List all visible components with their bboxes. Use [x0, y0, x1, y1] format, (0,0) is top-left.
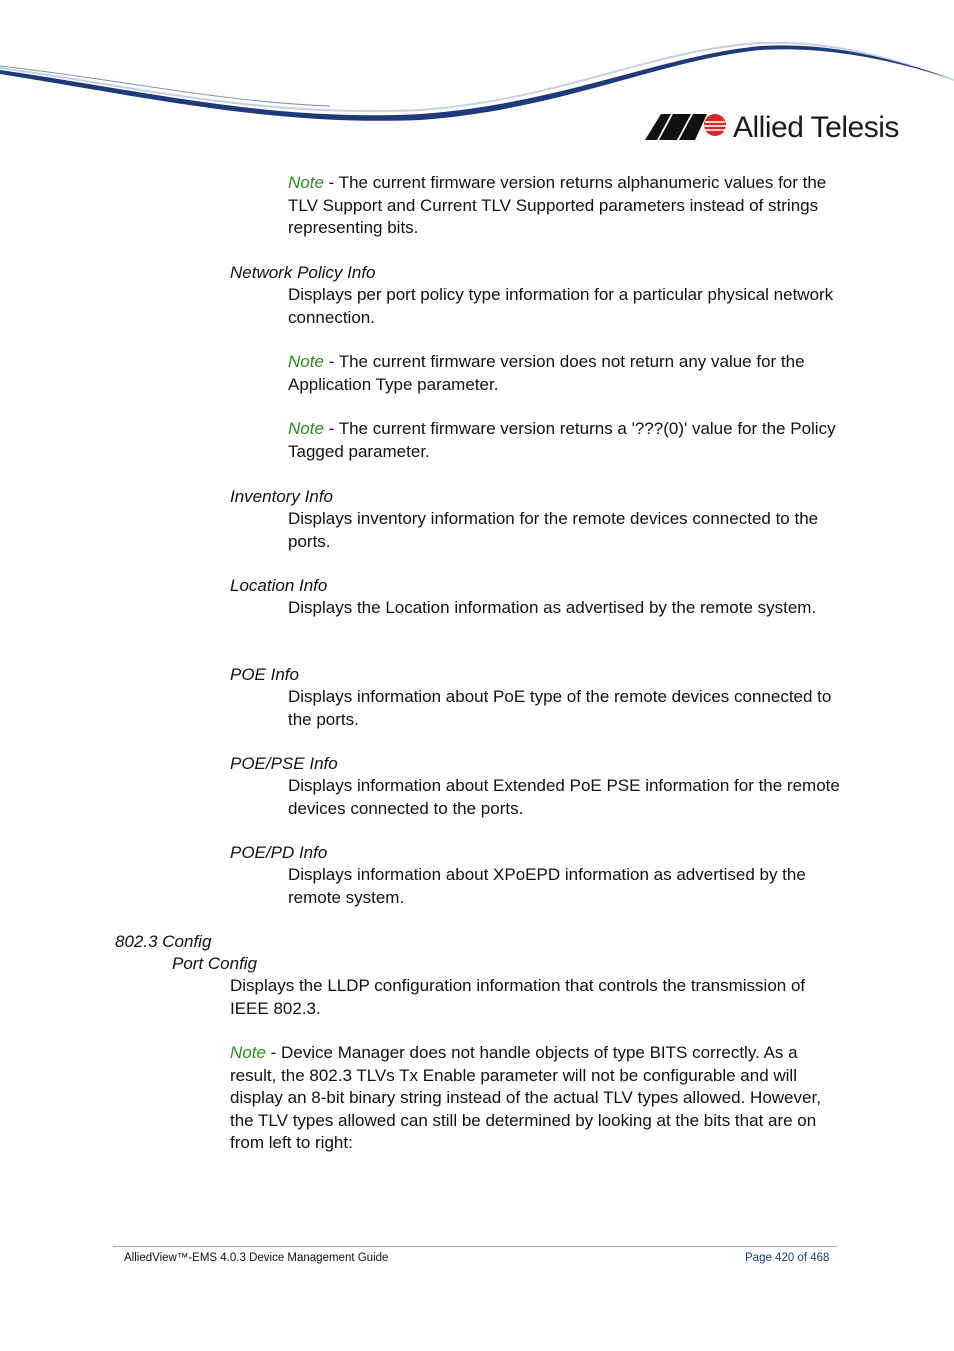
- note-bits: [230, 1042, 840, 1155]
- desc-network-policy: Displays per port policy type information for a particular physical network connection.: [288, 285, 834, 327]
- desc-poe-pd: Displays information about XPoEPD information as advertised by the remote system.: [288, 865, 806, 907]
- logo-text: Allied Telesis: [733, 111, 899, 144]
- note-text: - The current firmware version does not return any value for the Application Type parameter.: [288, 352, 805, 394]
- note-label: Note: [288, 352, 324, 371]
- footer-doc-title: AlliedView™-EMS 4.0.3 Device Management Guide: [124, 1252, 389, 1264]
- desc-inventory: Displays inventory information for the remote devices connected to the ports.: [288, 509, 819, 551]
- term-poe: POE Info: [230, 665, 299, 684]
- desc-location: Displays the Location information as advertised by the remote system.: [288, 598, 817, 617]
- note-label: Note: [288, 173, 324, 192]
- note-label: Note: [230, 1043, 266, 1062]
- desc-port-config: Displays the LLDP configuration information that controls the transmission of IEEE 802.3.: [230, 976, 806, 1018]
- subsection-port-config: Port Config: [172, 954, 258, 973]
- note-tlv-support: [288, 172, 848, 240]
- logo-mark-icon: [645, 112, 727, 142]
- note-text: - Device Manager does not handle objects of type BITS correctly. As a result, the 802.3 TLVs Tx Enable parameter will not be configurable and will display an 8-bit binary string instead of the actual TLV types allowed. However, the TLV types allowed can still be determined by looking at the bits that are on from left to right:: [230, 1043, 821, 1152]
- term-inventory: Inventory Info: [230, 487, 334, 506]
- footer-divider: [113, 1246, 837, 1247]
- section-8023-config: 802.3 Config: [115, 932, 212, 951]
- note-policy-tagged: [288, 418, 848, 463]
- note-text: - The current firmware version returns a '???(0)' value for the Policy Tagged parameter.: [288, 419, 836, 461]
- allied-telesis-logo: [645, 108, 900, 148]
- desc-poe-pse: Displays information about Extended PoE PSE information for the remote devices connected to the ports.: [288, 776, 840, 818]
- desc-poe: Displays information about PoE type of the remote devices connected to the ports.: [288, 687, 832, 729]
- footer-page-number: Page 420 of 468: [745, 1252, 830, 1264]
- note-label: Note: [288, 419, 324, 438]
- note-application-type: [288, 351, 848, 396]
- note-text: - The current firmware version returns alphanumeric values for the TLV Support and Current TLV Supported parameters instead of strings representing bits.: [288, 173, 827, 237]
- term-poe-pse: POE/PSE Info: [230, 754, 338, 773]
- term-location: Location Info: [230, 576, 328, 595]
- term-network-policy: Network Policy Info: [230, 263, 376, 282]
- term-poe-pd: POE/PD Info: [230, 843, 328, 862]
